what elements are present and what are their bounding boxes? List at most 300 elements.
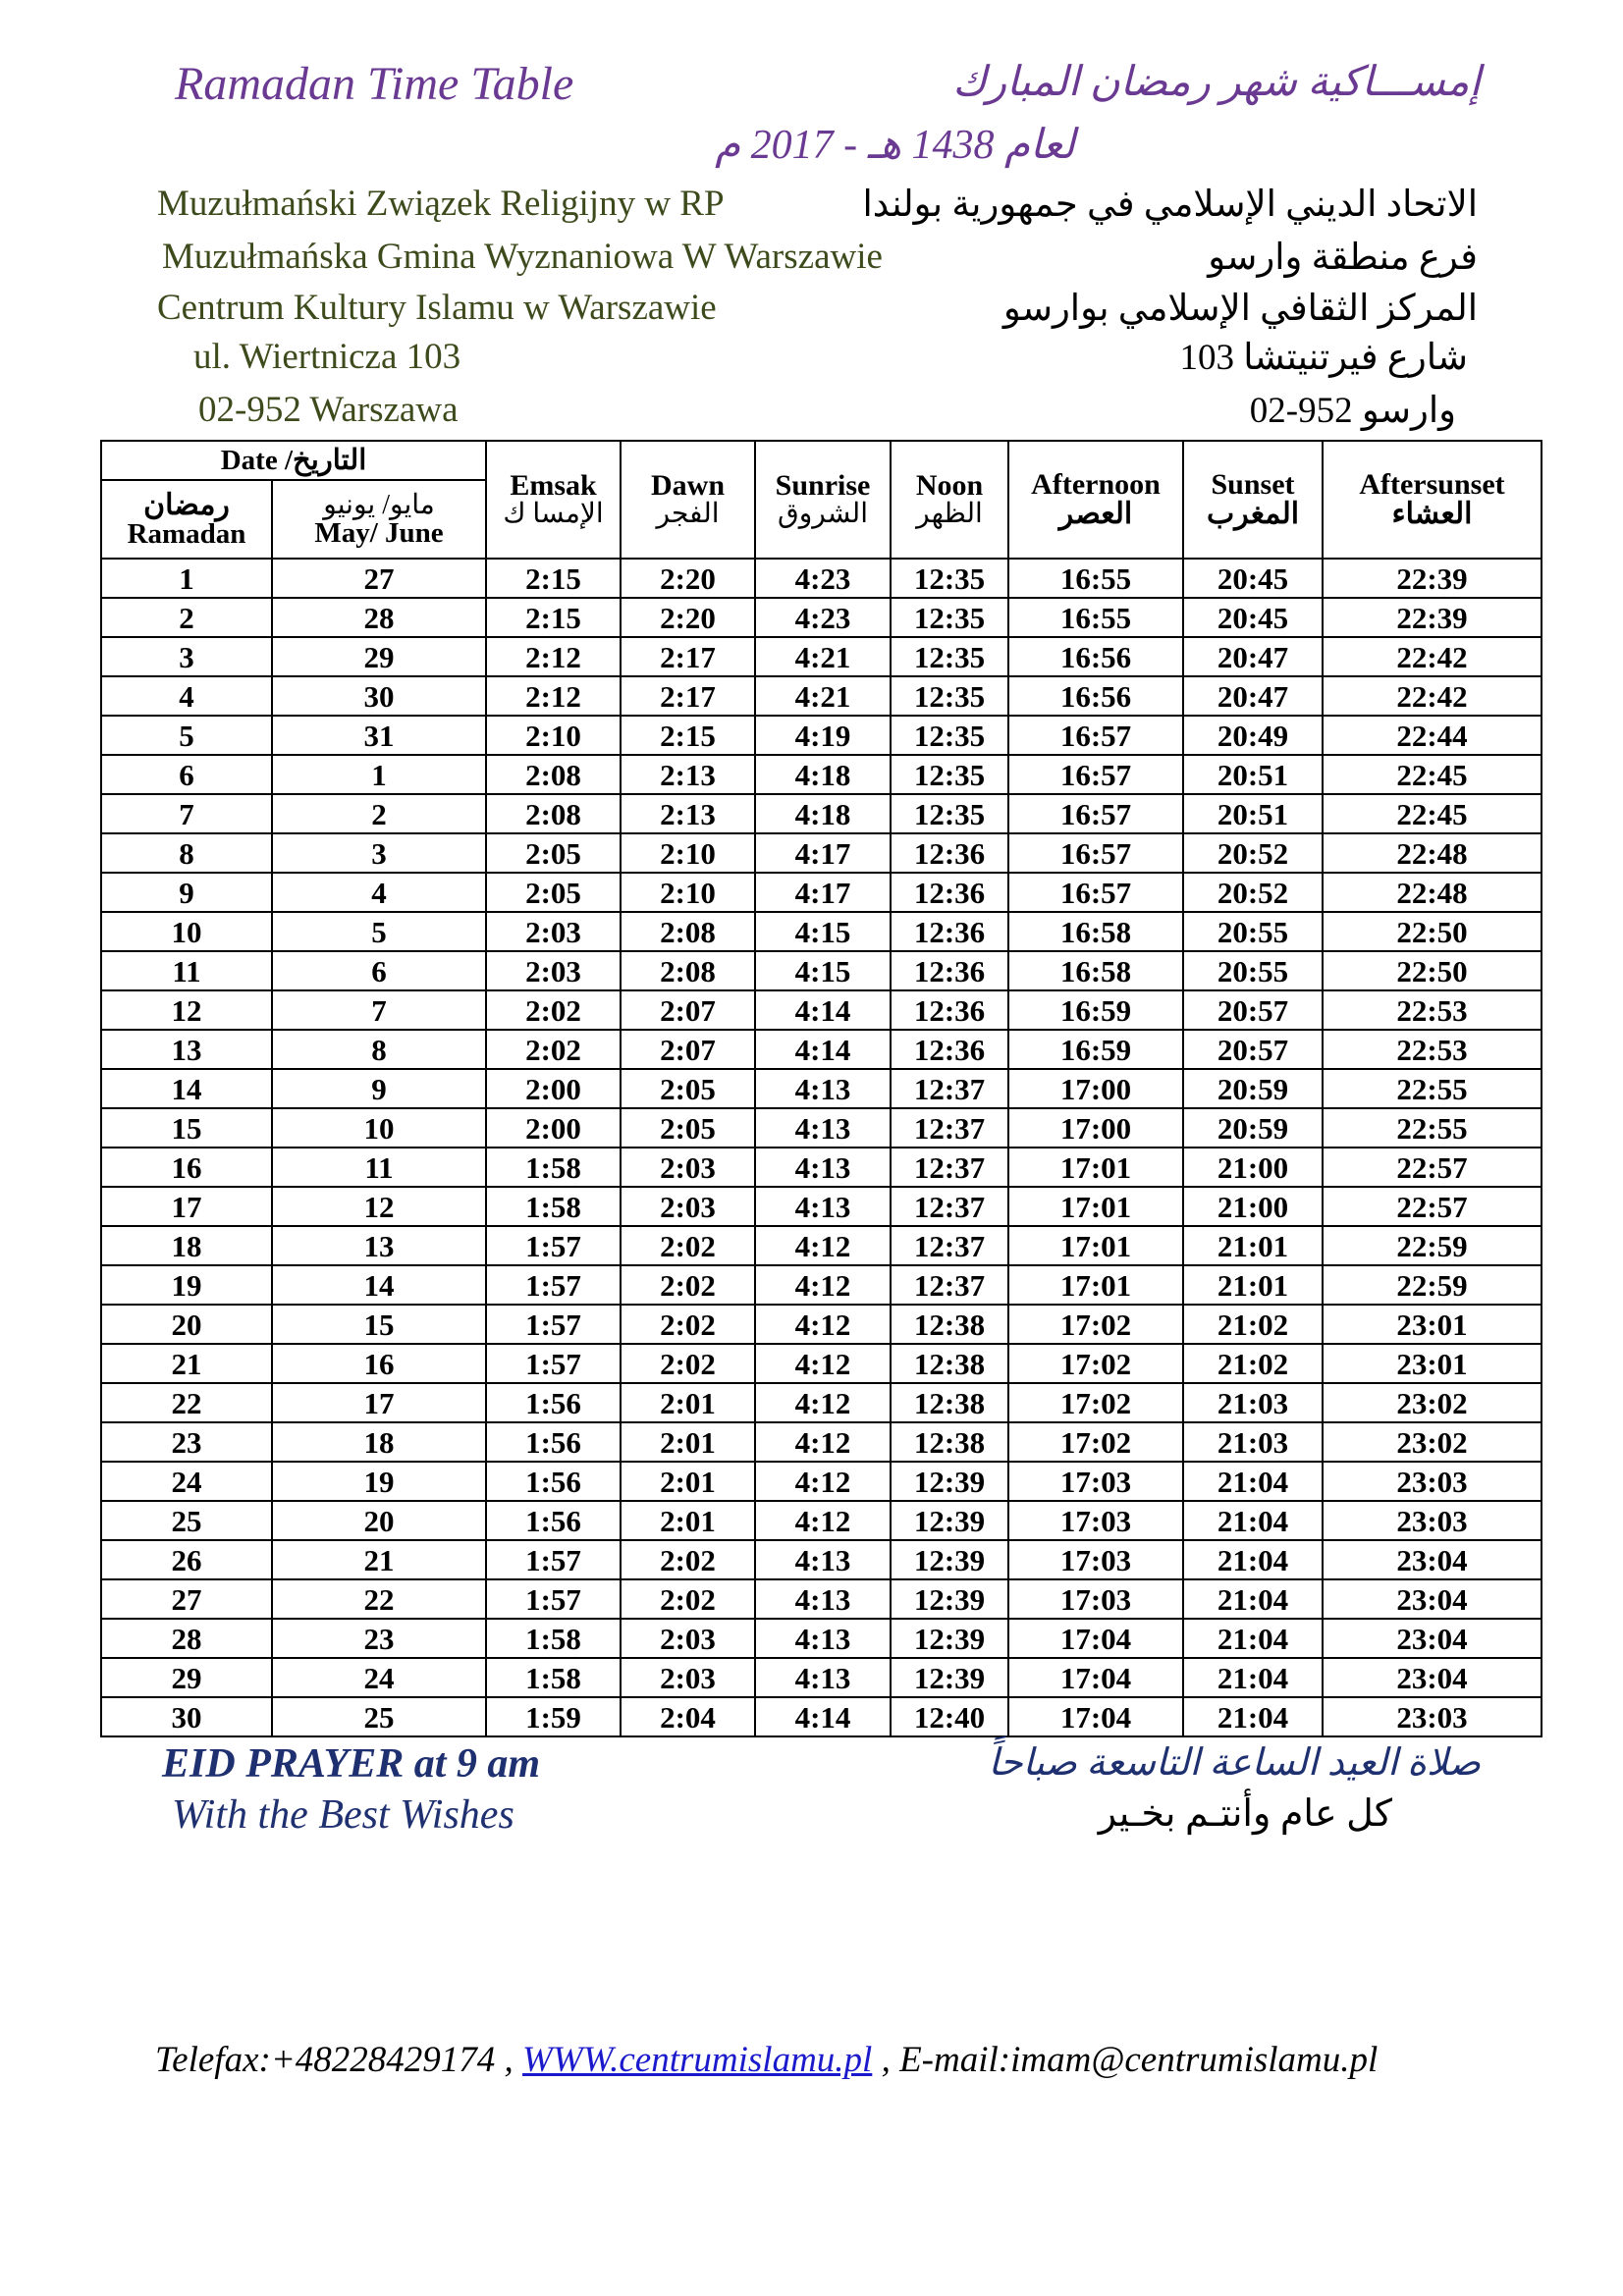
table-row	[101, 1579, 1542, 1619]
table-cell: 12:36	[891, 833, 1008, 873]
table-cell: 28	[101, 1619, 272, 1658]
table-cell: 1:56	[486, 1462, 621, 1501]
table-cell: 17:03	[1008, 1540, 1183, 1579]
table-cell: 22:53	[1323, 990, 1542, 1030]
table-cell: 22	[272, 1579, 486, 1619]
table-cell: 4:13	[755, 1540, 891, 1579]
table-cell: 22:50	[1323, 912, 1542, 951]
table-cell: 2:15	[486, 598, 621, 637]
table-cell: 4:21	[755, 676, 891, 716]
table-cell: 17:02	[1008, 1383, 1183, 1422]
table-cell: 4:15	[755, 912, 891, 951]
table-cell: 2:07	[621, 990, 755, 1030]
table-cell: 17:01	[1008, 1226, 1183, 1265]
table-cell: 12:36	[891, 873, 1008, 912]
table-cell: 29	[272, 637, 486, 676]
table-row	[101, 1501, 1542, 1540]
table-cell: 2:15	[621, 716, 755, 755]
table-cell: 12:38	[891, 1344, 1008, 1383]
table-cell: 28	[272, 598, 486, 637]
table-cell: 3	[272, 833, 486, 873]
table-cell: 21:04	[1183, 1658, 1323, 1697]
table-cell: 30	[272, 676, 486, 716]
table-cell: 8	[272, 1030, 486, 1069]
table-cell: 22:59	[1323, 1265, 1542, 1305]
table-cell: 12:37	[891, 1069, 1008, 1108]
table-cell: 23:04	[1323, 1579, 1542, 1619]
table-cell: 4:14	[755, 1030, 891, 1069]
table-row	[101, 833, 1542, 873]
table-cell: 20:45	[1183, 559, 1323, 598]
table-cell: 23:02	[1323, 1383, 1542, 1422]
table-cell: 2:10	[621, 873, 755, 912]
table-row	[101, 873, 1542, 912]
table-cell: 2:08	[621, 951, 755, 990]
table-cell: 12:39	[891, 1658, 1008, 1697]
table-cell: 2:03	[621, 1148, 755, 1187]
table-cell: 20:45	[1183, 598, 1323, 637]
table-cell: 12:39	[891, 1619, 1008, 1658]
table-cell: 16:57	[1008, 794, 1183, 833]
date-header: Date /التاريخ	[101, 441, 486, 480]
table-cell: 12	[101, 990, 272, 1030]
table-row	[101, 1540, 1542, 1579]
table-cell: 16	[101, 1148, 272, 1187]
table-cell: 12:39	[891, 1540, 1008, 1579]
table-cell: 16:57	[1008, 755, 1183, 794]
col-sunset: Sunset المغرب	[1183, 441, 1323, 559]
table-cell: 18	[101, 1226, 272, 1265]
table-row	[101, 1619, 1542, 1658]
table-cell: 27	[272, 559, 486, 598]
table-cell: 22:48	[1323, 873, 1542, 912]
table-cell: 21:04	[1183, 1540, 1323, 1579]
table-cell: 4:19	[755, 716, 891, 755]
table-cell: 23:01	[1323, 1305, 1542, 1344]
table-cell: 4:12	[755, 1422, 891, 1462]
table-cell: 9	[272, 1069, 486, 1108]
table-cell: 2:13	[621, 755, 755, 794]
table-row	[101, 1030, 1542, 1069]
table-cell: 12:38	[891, 1422, 1008, 1462]
table-cell: 4:13	[755, 1148, 891, 1187]
table-cell: 10	[272, 1108, 486, 1148]
table-cell: 20:57	[1183, 1030, 1323, 1069]
contact-footer	[155, 2039, 1378, 2081]
table-cell: 2:01	[621, 1501, 755, 1540]
table-cell: 22	[101, 1383, 272, 1422]
table-cell: 12:35	[891, 755, 1008, 794]
table-cell: 1:57	[486, 1579, 621, 1619]
table-cell: 27	[101, 1579, 272, 1619]
table-cell: 4:17	[755, 873, 891, 912]
table-cell: 2:04	[621, 1697, 755, 1736]
table-cell: 4:12	[755, 1226, 891, 1265]
table-cell: 21:01	[1183, 1226, 1323, 1265]
table-cell: 2:02	[621, 1344, 755, 1383]
table-cell: 2:08	[486, 794, 621, 833]
table-cell: 1:58	[486, 1187, 621, 1226]
table-cell: 2:00	[486, 1108, 621, 1148]
table-cell: 2:03	[486, 951, 621, 990]
table-row	[101, 676, 1542, 716]
table-cell: 2:12	[486, 637, 621, 676]
table-row	[101, 1658, 1542, 1697]
table-cell: 16:58	[1008, 951, 1183, 990]
table-cell: 1:57	[486, 1344, 621, 1383]
table-cell: 20:55	[1183, 951, 1323, 990]
address-street: ul. Wiertnicza 103	[193, 337, 461, 377]
table-row	[101, 912, 1542, 951]
table-cell: 4:12	[755, 1501, 891, 1540]
table-cell: 17:04	[1008, 1697, 1183, 1736]
table-cell: 2:03	[621, 1619, 755, 1658]
table-cell: 23	[101, 1422, 272, 1462]
table-cell: 4:13	[755, 1187, 891, 1226]
col-afternoon: Afternoon العصر	[1008, 441, 1183, 559]
table-row	[101, 1226, 1542, 1265]
org-line-3: Centrum Kultury Islamu w Warszawie	[157, 288, 717, 328]
table-cell: 16:59	[1008, 1030, 1183, 1069]
table-cell: 2:20	[621, 559, 755, 598]
table-cell: 2:10	[621, 833, 755, 873]
table-cell: 7	[101, 794, 272, 833]
table-row	[101, 1069, 1542, 1108]
col-noon: Noon الظهر	[891, 441, 1008, 559]
table-cell: 17:00	[1008, 1069, 1183, 1108]
table-cell: 12:37	[891, 1148, 1008, 1187]
table-cell: 23	[272, 1619, 486, 1658]
table-cell: 20:57	[1183, 990, 1323, 1030]
table-cell: 4:13	[755, 1069, 891, 1108]
table-cell: 2:20	[621, 598, 755, 637]
table-cell: 1	[272, 755, 486, 794]
title-english: Ramadan Time Table	[175, 58, 574, 110]
table-row	[101, 716, 1542, 755]
table-cell: 17:01	[1008, 1148, 1183, 1187]
table-cell: 22:39	[1323, 559, 1542, 598]
col-ramadan: رمضان Ramadan	[101, 480, 272, 559]
table-cell: 20:51	[1183, 755, 1323, 794]
table-cell: 1:57	[486, 1265, 621, 1305]
table-cell: 22:59	[1323, 1226, 1542, 1265]
table-cell: 20	[272, 1501, 486, 1540]
table-cell: 16:57	[1008, 873, 1183, 912]
table-cell: 30	[101, 1697, 272, 1736]
table-cell: 20:59	[1183, 1108, 1323, 1148]
table-cell: 22:57	[1323, 1148, 1542, 1187]
table-row	[101, 1108, 1542, 1148]
table-cell: 2:01	[621, 1383, 755, 1422]
eid-prayer-note-arabic: صلاة العيد الساعة التاسعة صباحاً	[988, 1742, 1481, 1784]
table-cell: 2	[272, 794, 486, 833]
table-cell: 2:05	[486, 873, 621, 912]
table-cell: 22:45	[1323, 755, 1542, 794]
table-cell: 2:00	[486, 1069, 621, 1108]
table-cell: 3	[101, 637, 272, 676]
timetable	[100, 440, 1542, 1737]
table-cell: 12:39	[891, 1579, 1008, 1619]
table-cell: 4:17	[755, 833, 891, 873]
table-cell: 20:55	[1183, 912, 1323, 951]
table-cell: 12:35	[891, 598, 1008, 637]
table-cell: 16:59	[1008, 990, 1183, 1030]
col-dawn: Dawn الفجر	[621, 441, 755, 559]
table-cell: 1	[101, 559, 272, 598]
table-cell: 4	[272, 873, 486, 912]
eid-prayer-note: EID PRAYER at 9 am	[162, 1741, 541, 1787]
table-cell: 4:15	[755, 951, 891, 990]
table-cell: 23:02	[1323, 1422, 1542, 1462]
table-cell: 31	[272, 716, 486, 755]
table-cell: 2:05	[486, 833, 621, 873]
table-cell: 16:58	[1008, 912, 1183, 951]
table-cell: 17	[272, 1383, 486, 1422]
table-row	[101, 1462, 1542, 1501]
table-row	[101, 990, 1542, 1030]
col-emsak: Emsak الإمسا ك	[486, 441, 621, 559]
table-cell: 2:13	[621, 794, 755, 833]
table-cell: 1:58	[486, 1148, 621, 1187]
table-cell: 9	[101, 873, 272, 912]
website-link[interactable]: WWW.centrumislamu.pl	[522, 2040, 873, 2080]
table-cell: 2:07	[621, 1030, 755, 1069]
table-cell: 16:57	[1008, 833, 1183, 873]
table-cell: 22:50	[1323, 951, 1542, 990]
table-cell: 10	[101, 912, 272, 951]
table-cell: 12:37	[891, 1187, 1008, 1226]
table-cell: 17:00	[1008, 1108, 1183, 1148]
table-cell: 1:58	[486, 1619, 621, 1658]
address-city-arabic: وارسو 952-02	[1249, 391, 1456, 431]
table-cell: 2:12	[486, 676, 621, 716]
org-line-1-arabic: الاتحاد الديني الإسلامي في جمهورية بولندا	[862, 185, 1478, 225]
best-wishes-note-arabic: كل عام وأنتـم بخـير	[1098, 1793, 1392, 1835]
table-cell: 4:12	[755, 1383, 891, 1422]
table-cell: 2:17	[621, 637, 755, 676]
table-cell: 19	[101, 1265, 272, 1305]
table-cell: 1:59	[486, 1697, 621, 1736]
table-row	[101, 559, 1542, 598]
table-cell: 17:02	[1008, 1344, 1183, 1383]
table-row	[101, 1344, 1542, 1383]
table-cell: 23:04	[1323, 1619, 1542, 1658]
separator: ,	[881, 2040, 891, 2080]
table-cell: 4:12	[755, 1462, 891, 1501]
table-cell: 6	[101, 755, 272, 794]
table-cell: 4:14	[755, 1697, 891, 1736]
table-cell: 20	[101, 1305, 272, 1344]
table-cell: 12:35	[891, 794, 1008, 833]
table-cell: 21:02	[1183, 1305, 1323, 1344]
table-cell: 20:52	[1183, 833, 1323, 873]
table-cell: 1:56	[486, 1383, 621, 1422]
table-cell: 4:13	[755, 1579, 891, 1619]
table-cell: 16:55	[1008, 559, 1183, 598]
table-cell: 12:35	[891, 676, 1008, 716]
table-cell: 6	[272, 951, 486, 990]
table-cell: 17:04	[1008, 1619, 1183, 1658]
table-cell: 2:01	[621, 1422, 755, 1462]
table-row	[101, 1422, 1542, 1462]
address-street-arabic: شارع فيرتنيتشا 103	[1179, 338, 1468, 378]
table-cell: 12:36	[891, 951, 1008, 990]
table-cell: 26	[101, 1540, 272, 1579]
org-line-1: Muzułmański Związek Religijny w RP	[157, 184, 725, 224]
table-row	[101, 1305, 1542, 1344]
table-cell: 7	[272, 990, 486, 1030]
table-cell: 21:04	[1183, 1619, 1323, 1658]
table-cell: 2:02	[621, 1579, 755, 1619]
table-cell: 23:04	[1323, 1658, 1542, 1697]
table-cell: 22:45	[1323, 794, 1542, 833]
telefax: Telefax:+48228429174 ,	[155, 2040, 514, 2080]
table-cell: 12	[272, 1187, 486, 1226]
table-cell: 22:42	[1323, 676, 1542, 716]
table-cell: 15	[272, 1305, 486, 1344]
table-cell: 23:03	[1323, 1462, 1542, 1501]
table-cell: 22:48	[1323, 833, 1542, 873]
table-cell: 12:38	[891, 1305, 1008, 1344]
table-cell: 20:47	[1183, 637, 1323, 676]
table-cell: 21:00	[1183, 1148, 1323, 1187]
table-cell: 15	[101, 1108, 272, 1148]
table-row	[101, 951, 1542, 990]
table-row	[101, 1265, 1542, 1305]
table-cell: 12:35	[891, 559, 1008, 598]
table-row	[101, 1187, 1542, 1226]
table-cell: 17:03	[1008, 1579, 1183, 1619]
table-cell: 2:02	[621, 1305, 755, 1344]
table-cell: 12:36	[891, 912, 1008, 951]
table-cell: 17:04	[1008, 1658, 1183, 1697]
table-cell: 2:10	[486, 716, 621, 755]
table-cell: 4:18	[755, 755, 891, 794]
table-cell: 22:39	[1323, 598, 1542, 637]
table-cell: 5	[272, 912, 486, 951]
table-cell: 20:52	[1183, 873, 1323, 912]
col-aftersunset: Aftersunset العشاء	[1323, 441, 1542, 559]
table-cell: 19	[272, 1462, 486, 1501]
table-cell: 4:12	[755, 1265, 891, 1305]
table-cell: 12:40	[891, 1697, 1008, 1736]
table-cell: 22:57	[1323, 1187, 1542, 1226]
table-cell: 18	[272, 1422, 486, 1462]
table-cell: 4:14	[755, 990, 891, 1030]
table-cell: 22:55	[1323, 1108, 1542, 1148]
table-cell: 2:08	[621, 912, 755, 951]
table-cell: 2:02	[486, 990, 621, 1030]
table-cell: 23:03	[1323, 1501, 1542, 1540]
table-cell: 20:59	[1183, 1069, 1323, 1108]
best-wishes-note: With the Best Wishes	[172, 1792, 514, 1838]
table-cell: 4	[101, 676, 272, 716]
table-cell: 23:01	[1323, 1344, 1542, 1383]
table-cell: 16:55	[1008, 598, 1183, 637]
col-sunrise: Sunrise الشروق	[755, 441, 891, 559]
table-cell: 1:56	[486, 1501, 621, 1540]
table-cell: 2:03	[621, 1187, 755, 1226]
table-row	[101, 755, 1542, 794]
table-cell: 21	[272, 1540, 486, 1579]
table-cell: 25	[272, 1697, 486, 1736]
table-cell: 4:23	[755, 598, 891, 637]
table-cell: 23:04	[1323, 1540, 1542, 1579]
table-cell: 22:55	[1323, 1069, 1542, 1108]
table-cell: 2:15	[486, 559, 621, 598]
table-cell: 21:04	[1183, 1462, 1323, 1501]
table-cell: 23:03	[1323, 1697, 1542, 1736]
table-cell: 11	[272, 1148, 486, 1187]
table-cell: 2:03	[621, 1658, 755, 1697]
table-cell: 17:03	[1008, 1501, 1183, 1540]
table-row	[101, 598, 1542, 637]
table-cell: 21:03	[1183, 1422, 1323, 1462]
table-cell: 21:04	[1183, 1579, 1323, 1619]
table-cell: 2:01	[621, 1462, 755, 1501]
table-cell: 2:02	[486, 1030, 621, 1069]
table-cell: 2	[101, 598, 272, 637]
table-cell: 21:01	[1183, 1265, 1323, 1305]
table-cell: 1:57	[486, 1226, 621, 1265]
table-row	[101, 1383, 1542, 1422]
table-cell: 12:35	[891, 637, 1008, 676]
table-cell: 21:02	[1183, 1344, 1323, 1383]
table-cell: 4:13	[755, 1108, 891, 1148]
table-cell: 2:05	[621, 1108, 755, 1148]
table-cell: 20:51	[1183, 794, 1323, 833]
table-cell: 1:57	[486, 1540, 621, 1579]
table-cell: 14	[272, 1265, 486, 1305]
table-cell: 29	[101, 1658, 272, 1697]
table-cell: 2:02	[621, 1226, 755, 1265]
table-cell: 20:49	[1183, 716, 1323, 755]
table-cell: 21:04	[1183, 1501, 1323, 1540]
table-cell: 17:02	[1008, 1305, 1183, 1344]
table-cell: 13	[272, 1226, 486, 1265]
table-cell: 12:39	[891, 1501, 1008, 1540]
col-may-june: مايو/ يونيو May/ June	[272, 480, 486, 559]
table-cell: 4:13	[755, 1619, 891, 1658]
table-cell: 5	[101, 716, 272, 755]
table-cell: 16:57	[1008, 716, 1183, 755]
table-row	[101, 637, 1542, 676]
table-cell: 2:05	[621, 1069, 755, 1108]
table-cell: 1:57	[486, 1305, 621, 1344]
table-cell: 8	[101, 833, 272, 873]
table-cell: 12:37	[891, 1226, 1008, 1265]
table-cell: 21:00	[1183, 1187, 1323, 1226]
table-cell: 25	[101, 1501, 272, 1540]
table-cell: 17:01	[1008, 1265, 1183, 1305]
table-row	[101, 1148, 1542, 1187]
org-line-3-arabic: المركز الثقافي الإسلامي بوارسو	[1002, 289, 1478, 329]
table-cell: 2:17	[621, 676, 755, 716]
table-cell: 12:38	[891, 1383, 1008, 1422]
table-cell: 2:08	[486, 755, 621, 794]
table-cell: 12:35	[891, 716, 1008, 755]
table-cell: 17:01	[1008, 1187, 1183, 1226]
table-cell: 4:23	[755, 559, 891, 598]
title-arabic: إمســـاكية شهر رمضان المبارك	[952, 60, 1481, 105]
table-cell: 22:42	[1323, 637, 1542, 676]
table-cell: 2:02	[621, 1265, 755, 1305]
table-cell: 22:44	[1323, 716, 1542, 755]
table-cell: 21:04	[1183, 1697, 1323, 1736]
table-cell: 16	[272, 1344, 486, 1383]
email: E-mail:imam@centrumislamu.pl	[899, 2040, 1379, 2080]
table-cell: 16:56	[1008, 637, 1183, 676]
